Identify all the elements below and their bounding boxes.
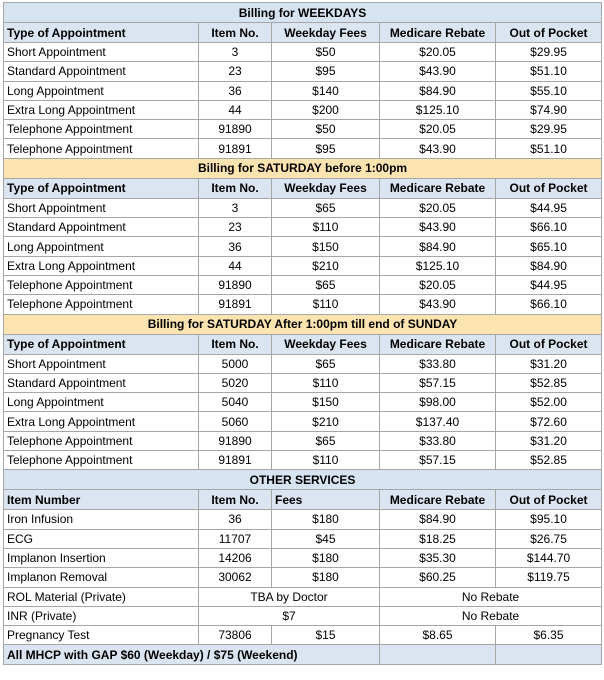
table-cell: $44.95	[496, 198, 602, 217]
column-header-row	[4, 334, 602, 354]
table-cell: 91890	[199, 275, 272, 294]
table-cell: $65	[272, 431, 380, 450]
table-row	[4, 431, 602, 450]
appointment-type: Telephone Appointment	[4, 139, 199, 158]
table-cell: $50	[272, 43, 380, 62]
table-cell: $35.30	[380, 548, 496, 567]
column-header: Fees	[272, 490, 380, 510]
section-title-row	[4, 158, 602, 178]
table-row	[4, 100, 602, 119]
table-cell: $95	[272, 139, 380, 158]
appointment-type: Telephone Appointment	[4, 431, 199, 450]
table-cell: $44.95	[496, 275, 602, 294]
table-cell: 23	[199, 62, 272, 81]
table-cell: $210	[272, 256, 380, 275]
table-cell: $84.90	[496, 256, 602, 275]
table-cell: 3	[199, 198, 272, 217]
table-cell: 91891	[199, 139, 272, 158]
appointment-type: Telephone Appointment	[4, 451, 199, 470]
appointment-type: Long Appointment	[4, 237, 199, 256]
table-cell: $119.75	[496, 568, 602, 587]
table-cell: $95.10	[496, 510, 602, 529]
table-row	[4, 393, 602, 412]
table-cell: $180	[272, 568, 380, 587]
service-name: ECG	[4, 529, 199, 548]
table-cell: $84.90	[380, 510, 496, 529]
column-header: Item No.	[199, 334, 272, 354]
table-row	[4, 568, 602, 587]
billing-table	[3, 2, 602, 665]
table-cell: $43.90	[380, 218, 496, 237]
table-cell: 91891	[199, 451, 272, 470]
table-cell: $43.90	[380, 139, 496, 158]
service-name: ROL Material (Private)	[4, 587, 199, 606]
table-row	[4, 139, 602, 158]
table-cell: $125.10	[380, 100, 496, 119]
table-cell: $15	[272, 626, 380, 645]
section-title-row	[4, 3, 602, 23]
section-title: Billing for WEEKDAYS	[4, 3, 602, 23]
table-cell: 73806	[199, 626, 272, 645]
section-title-row	[4, 314, 602, 334]
column-header: Item No.	[199, 178, 272, 198]
table-row	[4, 198, 602, 217]
rebate-cell: No Rebate	[380, 606, 602, 625]
table-cell: $50	[272, 120, 380, 139]
table-row	[4, 451, 602, 470]
table-cell: $65	[272, 275, 380, 294]
appointment-type: Extra Long Appointment	[4, 100, 199, 119]
table-cell: $6.35	[496, 626, 602, 645]
table-cell: $98.00	[380, 393, 496, 412]
table-cell: $65	[272, 198, 380, 217]
rebate-cell: No Rebate	[380, 587, 602, 606]
table-cell: $33.80	[380, 354, 496, 373]
table-cell: 11707	[199, 529, 272, 548]
column-header-row	[4, 490, 602, 510]
fee-cell: $7	[199, 606, 380, 625]
column-header: Type of Appointment	[4, 23, 199, 43]
column-header: Medicare Rebate	[380, 23, 496, 43]
table-cell: $110	[272, 373, 380, 392]
table-row	[4, 218, 602, 237]
table-row	[4, 81, 602, 100]
table-row	[4, 237, 602, 256]
table-cell: 23	[199, 218, 272, 237]
table-cell: 30062	[199, 568, 272, 587]
table-cell: $57.15	[380, 373, 496, 392]
table-row	[4, 275, 602, 294]
appointment-type: Standard Appointment	[4, 62, 199, 81]
table-cell: $20.05	[380, 120, 496, 139]
table-cell: $144.70	[496, 548, 602, 567]
table-cell: $20.05	[380, 198, 496, 217]
appointment-type: Standard Appointment	[4, 218, 199, 237]
column-header: Out of Pocket	[496, 334, 602, 354]
table-row	[4, 606, 602, 625]
table-cell: 36	[199, 510, 272, 529]
table-row	[4, 373, 602, 392]
service-name: INR (Private)	[4, 606, 199, 625]
table-cell: 44	[199, 256, 272, 275]
table-row	[4, 295, 602, 314]
table-cell: 36	[199, 81, 272, 100]
table-cell: $31.20	[496, 354, 602, 373]
table-cell: $65.10	[496, 237, 602, 256]
appointment-type: Standard Appointment	[4, 373, 199, 392]
table-cell: $29.95	[496, 120, 602, 139]
table-cell: $200	[272, 100, 380, 119]
table-cell: $33.80	[380, 431, 496, 450]
footer-empty-cell	[380, 645, 496, 665]
table-row	[4, 256, 602, 275]
table-cell: $150	[272, 393, 380, 412]
section-title: Billing for SATURDAY After 1:00pm till end of SUNDAY	[4, 314, 602, 334]
table-cell: 44	[199, 100, 272, 119]
section-title: OTHER SERVICES	[4, 470, 602, 490]
column-header: Out of Pocket	[496, 178, 602, 198]
table-cell: $57.15	[380, 451, 496, 470]
table-cell: $137.40	[380, 412, 496, 431]
table-row	[4, 529, 602, 548]
column-header: Weekday Fees	[272, 178, 380, 198]
column-header: Medicare Rebate	[380, 178, 496, 198]
column-header: Medicare Rebate	[380, 490, 496, 510]
table-cell: $55.10	[496, 81, 602, 100]
column-header: Weekday Fees	[272, 334, 380, 354]
table-cell: $20.05	[380, 275, 496, 294]
appointment-type: Long Appointment	[4, 81, 199, 100]
table-cell: $125.10	[380, 256, 496, 275]
appointment-type: Short Appointment	[4, 198, 199, 217]
table-cell: $65	[272, 354, 380, 373]
appointment-type: Short Appointment	[4, 354, 199, 373]
table-cell: $51.10	[496, 139, 602, 158]
table-cell: 5020	[199, 373, 272, 392]
footer-row	[4, 645, 602, 665]
table-cell: 91890	[199, 120, 272, 139]
appointment-type: Long Appointment	[4, 393, 199, 412]
appointment-type: Telephone Appointment	[4, 120, 199, 139]
table-row	[4, 587, 602, 606]
table-row	[4, 548, 602, 567]
service-name: Iron Infusion	[4, 510, 199, 529]
table-cell: $140	[272, 81, 380, 100]
table-cell: $110	[272, 451, 380, 470]
column-header: Type of Appointment	[4, 334, 199, 354]
table-cell: $84.90	[380, 237, 496, 256]
table-cell: 5040	[199, 393, 272, 412]
footer-note: All MHCP with GAP $60 (Weekday) / $75 (Weekend)	[4, 645, 380, 665]
table-row	[4, 354, 602, 373]
column-header: Item Number	[4, 490, 199, 510]
table-cell: 91891	[199, 295, 272, 314]
table-row	[4, 43, 602, 62]
table-row	[4, 412, 602, 431]
table-cell: 3	[199, 43, 272, 62]
service-name: Pregnancy Test	[4, 626, 199, 645]
table-cell: $180	[272, 548, 380, 567]
table-cell: 5000	[199, 354, 272, 373]
table-cell: 36	[199, 237, 272, 256]
fee-cell: TBA by Doctor	[199, 587, 380, 606]
service-name: Implanon Insertion	[4, 548, 199, 567]
column-header: Out of Pocket	[496, 490, 602, 510]
table-row	[4, 626, 602, 645]
table-row	[4, 120, 602, 139]
table-cell: $72.60	[496, 412, 602, 431]
appointment-type: Extra Long Appointment	[4, 256, 199, 275]
table-cell: $51.10	[496, 62, 602, 81]
section-title: Billing for SATURDAY before 1:00pm	[4, 158, 602, 178]
billing-table-body	[4, 3, 602, 665]
table-cell: 5060	[199, 412, 272, 431]
table-cell: $210	[272, 412, 380, 431]
column-header: Out of Pocket	[496, 23, 602, 43]
column-header: Type of Appointment	[4, 178, 199, 198]
column-header-row	[4, 23, 602, 43]
table-cell: $18.25	[380, 529, 496, 548]
appointment-type: Short Appointment	[4, 43, 199, 62]
table-cell: $150	[272, 237, 380, 256]
column-header-row	[4, 178, 602, 198]
table-cell: $31.20	[496, 431, 602, 450]
section-title-row	[4, 470, 602, 490]
footer-empty-cell	[496, 645, 602, 665]
table-cell: $84.90	[380, 81, 496, 100]
table-cell: $43.90	[380, 62, 496, 81]
table-cell: $52.85	[496, 373, 602, 392]
table-cell: $52.00	[496, 393, 602, 412]
table-row	[4, 510, 602, 529]
table-cell: $180	[272, 510, 380, 529]
column-header: Item No.	[199, 23, 272, 43]
service-name: Implanon Removal	[4, 568, 199, 587]
appointment-type: Extra Long Appointment	[4, 412, 199, 431]
table-cell: $66.10	[496, 295, 602, 314]
table-cell: $20.05	[380, 43, 496, 62]
table-row	[4, 62, 602, 81]
column-header: Item No.	[199, 490, 272, 510]
appointment-type: Telephone Appointment	[4, 275, 199, 294]
table-cell: $110	[272, 218, 380, 237]
table-cell: $95	[272, 62, 380, 81]
table-cell: $8.65	[380, 626, 496, 645]
column-header: Medicare Rebate	[380, 334, 496, 354]
table-cell: $60.25	[380, 568, 496, 587]
table-cell: $45	[272, 529, 380, 548]
table-cell: 14206	[199, 548, 272, 567]
table-cell: 91890	[199, 431, 272, 450]
column-header: Weekday Fees	[272, 23, 380, 43]
table-cell: $26.75	[496, 529, 602, 548]
table-cell: $74.90	[496, 100, 602, 119]
table-cell: $29.95	[496, 43, 602, 62]
table-cell: $43.90	[380, 295, 496, 314]
table-cell: $52.85	[496, 451, 602, 470]
table-cell: $66.10	[496, 218, 602, 237]
table-cell: $110	[272, 295, 380, 314]
appointment-type: Telephone Appointment	[4, 295, 199, 314]
